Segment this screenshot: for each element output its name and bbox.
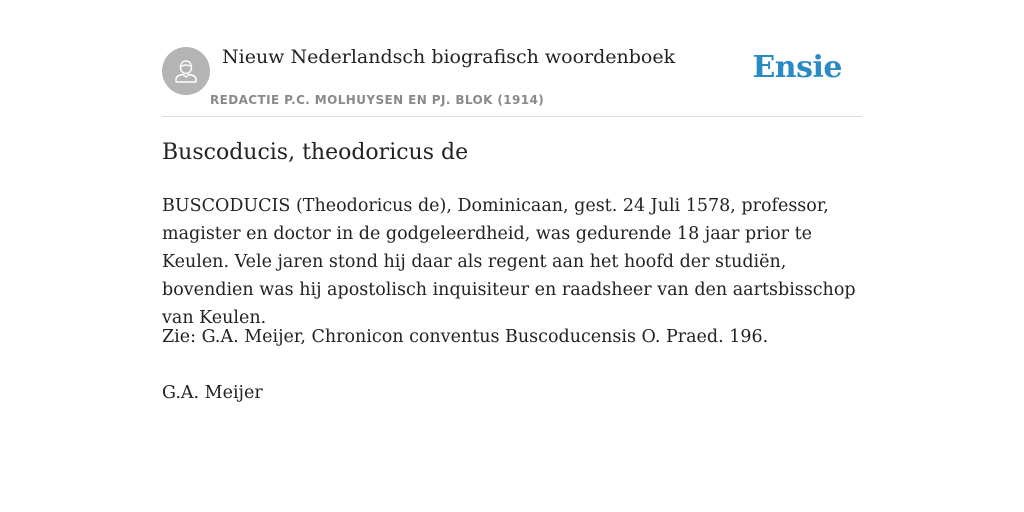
book-title[interactable]: Nieuw Nederlandsch biografisch woordenboek xyxy=(222,46,676,68)
editors-line: REDACTIE P.C. MOLHUYSEN EN PJ. BLOK (1914) xyxy=(210,93,545,107)
entry-title: Buscoducis, theodoricus de xyxy=(162,140,469,165)
avatar[interactable] xyxy=(162,47,210,95)
document-page xyxy=(162,0,862,403)
entry-reference: Zie: G.A. Meijer, Chronicon conventus Buscoducensis O. Praed. 196. xyxy=(162,327,769,347)
brand-logo[interactable]: Ensie xyxy=(752,50,842,85)
entry-author: G.A. Meijer xyxy=(162,383,263,403)
header xyxy=(162,0,862,117)
user-icon xyxy=(171,56,201,86)
entry-body: BUSCODUCIS (Theodoricus de), Dominicaan, gest. 24 Juli 1578, professor, magister en doctor in de godgeleerdheid, was gedurende 18 jaar prior te Keulen. Vele jaren stond hij daar als regent aan het hoofd der studiën, bovendien was hij apostolisch inquisiteur en raadsheer van den aartsbisschop van Keulen. xyxy=(162,196,856,328)
